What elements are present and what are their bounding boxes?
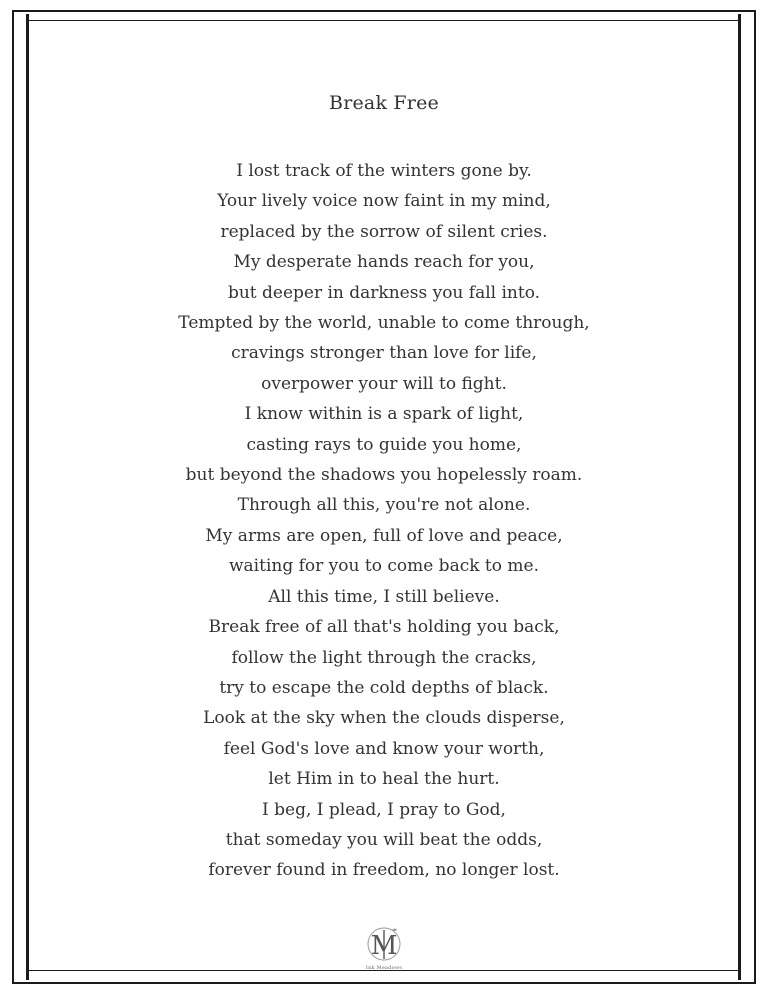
poem-line: Look at the sky when the clouds disperse, xyxy=(203,708,565,729)
poem-line: Through all this, you're not alone. xyxy=(237,495,531,516)
poem-line: follow the light through the cracks, xyxy=(231,647,537,668)
poem-line: Your lively voice now faint in my mind, xyxy=(217,191,551,212)
poem-line: but beyond the shadows you hopelessly roam. xyxy=(185,465,583,486)
poem-line: waiting for you to come back to me. xyxy=(229,556,539,577)
poem-line: that someday you will beat the odds, xyxy=(225,829,543,850)
poem-line: Break free of all that's holding you back, xyxy=(208,617,560,638)
inner-border-top xyxy=(28,20,740,21)
ink-meadows-monogram-icon xyxy=(362,924,406,966)
poem-line: My desperate hands reach for you, xyxy=(233,252,535,273)
poem-body xyxy=(0,156,768,886)
poem-line: casting rays to guide you home, xyxy=(246,434,522,455)
outer-border-bottom xyxy=(12,982,756,984)
poem-line: I know within is a spark of light, xyxy=(244,404,524,425)
poem-line: but deeper in darkness you fall into. xyxy=(227,282,541,303)
poem-line: Tempted by the world, unable to come through, xyxy=(178,313,590,334)
poem-line: I lost track of the winters gone by. xyxy=(236,161,532,181)
poem-line: replaced by the sorrow of silent cries. xyxy=(220,221,548,242)
logo-brand-text: Ink Meadows xyxy=(365,965,403,971)
svg-text:M: M xyxy=(370,931,398,961)
poem-line: feel God's love and know your worth, xyxy=(223,738,545,759)
poem-line: All this time, I still believe. xyxy=(268,586,500,607)
poem-title: Break Free xyxy=(329,92,439,114)
ink-meadows-logo xyxy=(362,924,406,974)
poem-line: I beg, I plead, I pray to God, xyxy=(262,799,506,820)
poem xyxy=(0,88,768,886)
poem-line: cravings stronger than love for life, xyxy=(231,343,537,364)
outer-border-top xyxy=(12,10,756,12)
poem-line: forever found in freedom, no longer lost. xyxy=(208,860,560,881)
poem-line: My arms are open, full of love and peace, xyxy=(205,525,563,546)
poem-line: try to escape the cold depths of black. xyxy=(219,677,549,698)
poem-line: overpower your will to fight. xyxy=(261,373,507,394)
poem-line: let Him in to heal the hurt. xyxy=(268,769,500,790)
